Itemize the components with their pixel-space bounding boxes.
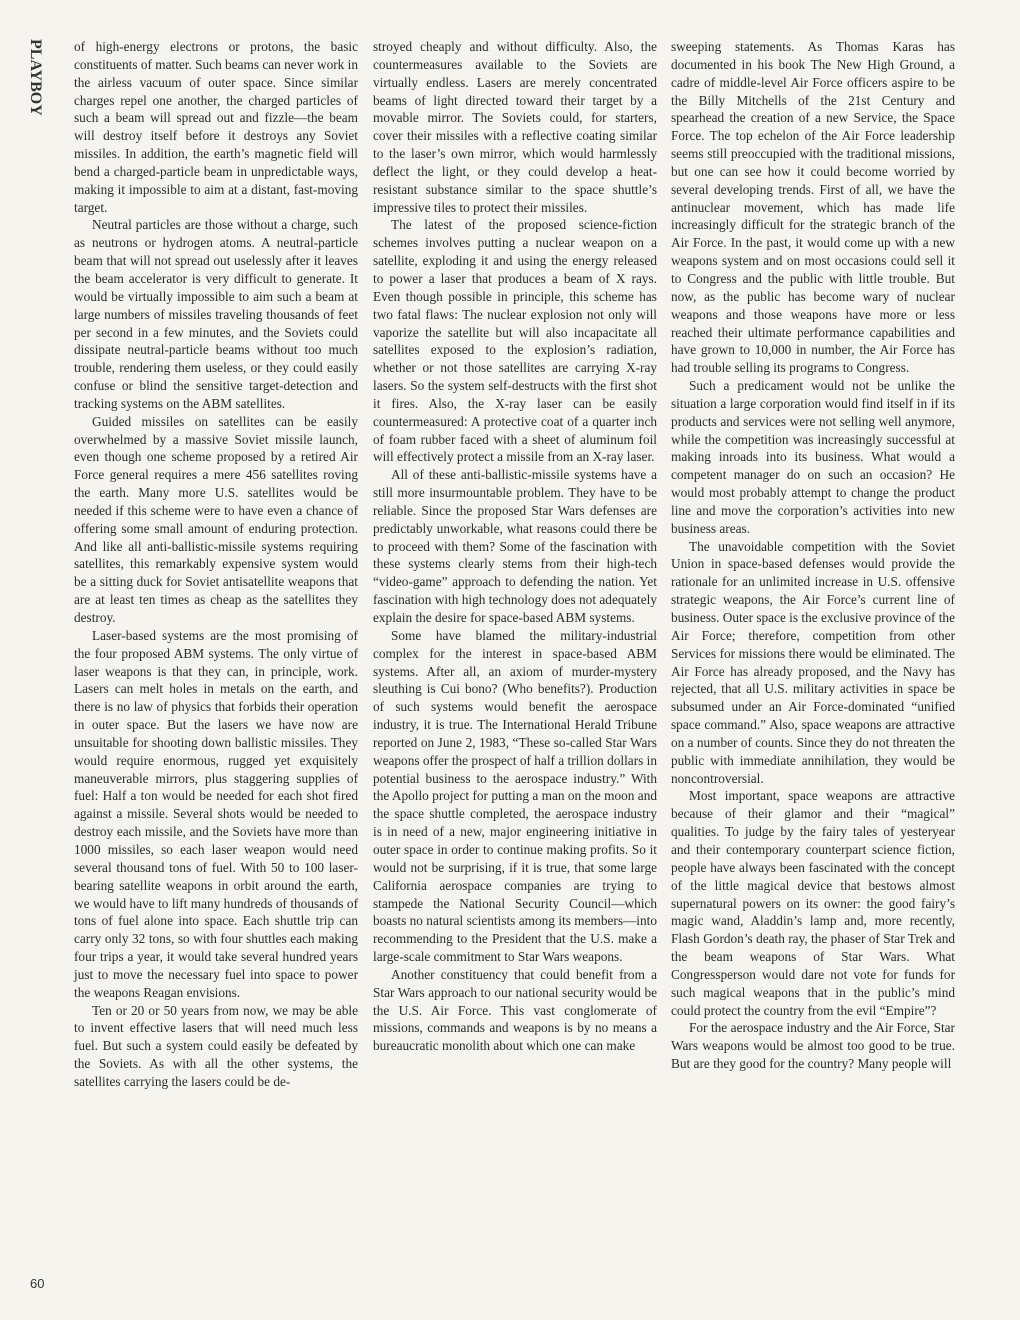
paragraph: Guided missiles on satellites can be easily overwhelmed by a massive Soviet missile launch, even though one scheme proposed by a retired Air Force general requires a mere 456 satellites roving the earth. Many more U.S. satellites would be needed if this scheme were to have even a chance of offering some small amount of enduring protection. And like all anti-ballistic-missile systems requiring satellites, this remarkably expensive system would be a sitting duck for Soviet antisatellite weapons that are at least ten times as cheap as the satellites they destroy. bbox=[74, 413, 358, 625]
page-number: 60 bbox=[30, 1276, 45, 1291]
paragraph: For the aerospace industry and the Air Force, Star Wars weapons would be almost too good to be true. But are they good for the country? Many people will bbox=[671, 1020, 955, 1072]
paragraph: stroyed cheaply and without difficulty. Also, the countermeasures available to the Soviets are virtually endless. Lasers are merely concentrated beams of light directed toward their target by a movable mirror. The Soviets could, for starters, cover their missiles with a reflective coating similar to the laser’s own mirror, which would harmlessly deflect the light, or they could develop a heat-resistant substance similar to the space shuttle’s impressive tiles to protect their missiles. bbox=[373, 39, 657, 215]
paragraph: sweeping statements. As Thomas Karas has documented in his book The New High Ground, a cadre of middle-level Air Force officers aspire to be the Billy Mitchells of the 21st Century and spearhead the creation of a new Service, the Space Force. The top echelon of the Air Force leadership seems still preoccupied with the traditional missions, but one can see how it could become worried by several developing trends. First of all, we have the antinuclear movement, which has made life increasingly difficult for the strategic branch of the Air Force. In the past, it would come up with a new weapons system and on most occasions could sell it to Congress and the public with little trouble. But now, as the public has become wary of nuclear weapons and those weapons have more or less reached their ultimate performance capabilities and have grown to 10,000 in number, the Air Force has had trouble selling its programs to Congress. bbox=[671, 39, 955, 376]
paragraph: Most important, space weapons are attractive because of their glamor and their “magical” qualities. To judge by the fairy tales of yesteryear and their contemporary counterpart science fiction, people have always been fascinated with the concept of the little magical device that bestows almost supernatural powers on its owner: the good fairy’s magic wand, Aladdin’s lamp and, more recently, Flash Gordon’s death ray, the phaser of Star Trek and the beam weapons of Star Wars. What Congressperson would dare not vote for funds for such magical weapons that in the public’s mind could protect the country from the evil “Empire”? bbox=[671, 788, 955, 1018]
paragraph: The unavoidable competition with the Soviet Union in space-based defenses would provide the rationale for an unlimited increase in U.S. offensive strategic weapons, the Air Force’s current line of business. Outer space is the exclusive province of the Air Force; therefore, competition from other Services for missions there would be eliminated. The Air Force has already proposed, and the Navy has rejected, that all U.S. military activities in space be subsumed under an Air Force-dominated “unified space command.” Also, space weapons are attractive on a number of counts. Since they do not threaten the public with immediate annihilation, they would be noncontroversial. bbox=[671, 538, 955, 786]
magazine-name: PLAYBOY bbox=[27, 39, 44, 116]
paragraph: All of these anti-ballistic-missile systems have a still more insurmountable problem. They have to be reliable. Since the proposed Star Wars defenses are predictably unworkable, what reasons could there be to proceed with them? Some of the fascination with these systems clearly stems from their high-tech “video-game” approach to defending the nation. Yet fascination with high technology does not adequately explain the desire for space-based ABM systems. bbox=[373, 467, 657, 625]
text-column-2 bbox=[373, 38, 657, 1055]
text-column-3 bbox=[671, 38, 955, 1073]
paragraph: Laser-based systems are the most promising of the four proposed ABM systems. The only virtue of laser weapons is that they can, in principle, work. Lasers can melt holes in metals on the earth, and there is no law of physics that forbids their operation in outer space. But the lasers we have now are unsuitable for shooting down ballistic missiles. They would require enormous, rugged yet exquisitely maneuverable mirrors, plus staggering supplies of fuel: Half a ton would be needed for each shot fired against a missile. Several shots would be needed to destroy each missile, and the Soviets have more than 1000 missiles, so each laser weapon would need several thousand tons of fuel. With 50 to 100 laser-bearing satellite weapons in orbit around the earth, we would have to lift many hundreds of thousands of tons of fuel alone into space. Each shuttle trip can carry only 32 tons, so with four shuttles each making four trips a year, it would take several hundred years just to move the necessary fuel into space to power the weapons Reagan envisions. bbox=[74, 627, 358, 1000]
paragraph: Another constituency that could benefit from a Star Wars approach to our national security would be the U.S. Air Force. This vast conglomerate of missions, commands and weapons is by no means a bureaucratic monolith about which one can make bbox=[373, 966, 657, 1054]
magazine-running-title bbox=[24, 38, 46, 116]
paragraph: Ten or 20 or 50 years from now, we may be able to invent effective lasers that will need much less fuel. But such a system could easily be defeated by the Soviets. As with all the other systems, the satellites carrying the lasers could be de- bbox=[74, 1002, 358, 1089]
text-column-1 bbox=[74, 38, 358, 1091]
paragraph: Some have blamed the military-industrial complex for the interest in space-based ABM systems. After all, an axiom of murder-mystery sleuthing is Cui bono? (Who benefits?). Production of such systems would benefit the aerospace industry, it is true. The International Herald Tribune reported on June 2, 1983, “These so-called Star Wars weapons offer the prospect of half a trillion dollars in potential business to the aerospace industry.” With the Apollo project for putting a man on the moon and the space shuttle completed, the aerospace industry is in need of a new, major engineering initiative in outer space in order to continue making profits. So it would not be surprising, if it is true, that some large California aerospace companies are trying to stampede the National Security Council—which boasts no natural scientists among its members—into recommending to the President that the U.S. make a large-scale commitment to Star Wars weapons. bbox=[373, 627, 657, 965]
paragraph: of high-energy electrons or protons, the basic constituents of matter. Such beams can never work in the airless vacuum of outer space. Since similar charges repel one another, the charged particles of such a beam will spread out and fizzle—the beam will destroy itself before it destroys any Soviet missiles. In addition, the earth’s magnetic field will bend a charged-particle beam in unpredictable ways, making it impossible to aim at a distant, fast-moving target. bbox=[74, 39, 358, 215]
paragraph: Neutral particles are those without a charge, such as neutrons or hydrogen atoms. A neutral-particle beam that will not spread out uselessly after it leaves the beam accelerator is very difficult to generate. It would be virtually impossible to aim such a beam at large numbers of missiles traveling thousands of feet per second in a few minutes, and the Soviets could dissipate neutral-particle beams without too much trouble, rendering them useless, or they could easily confuse or blind the sensitive target-detection and tracking systems on the ABM satellites. bbox=[74, 217, 358, 411]
paragraph: The latest of the proposed science-fiction schemes involves putting a nuclear weapon on a satellite, exploding it and using the energy released to power a laser that produces a beam of X rays. Even though possible in principle, this scheme has two fatal flaws: The nuclear explosion not only will vaporize the satellite but will also incapacitate all satellites exposed to the explosion’s radiation, whether or not those satellites are carrying X-ray lasers. So the system self-destructs with the first shot it fires. Also, the X-ray laser can be easily countermeasured: A protective coat of a quarter inch of foam rubber faced with a sheet of aluminum foil will effectively protect a missile from an X-ray laser. bbox=[373, 217, 657, 465]
paragraph: Such a predicament would not be unlike the situation a large corporation would find itself in if its products and services were not selling well anymore, while the competition was increasingly successful at making inroads into its business. What would a competent manager do on such an occasion? He would most probably attempt to change the product line and move the corporation’s activities into new business areas. bbox=[671, 378, 955, 536]
